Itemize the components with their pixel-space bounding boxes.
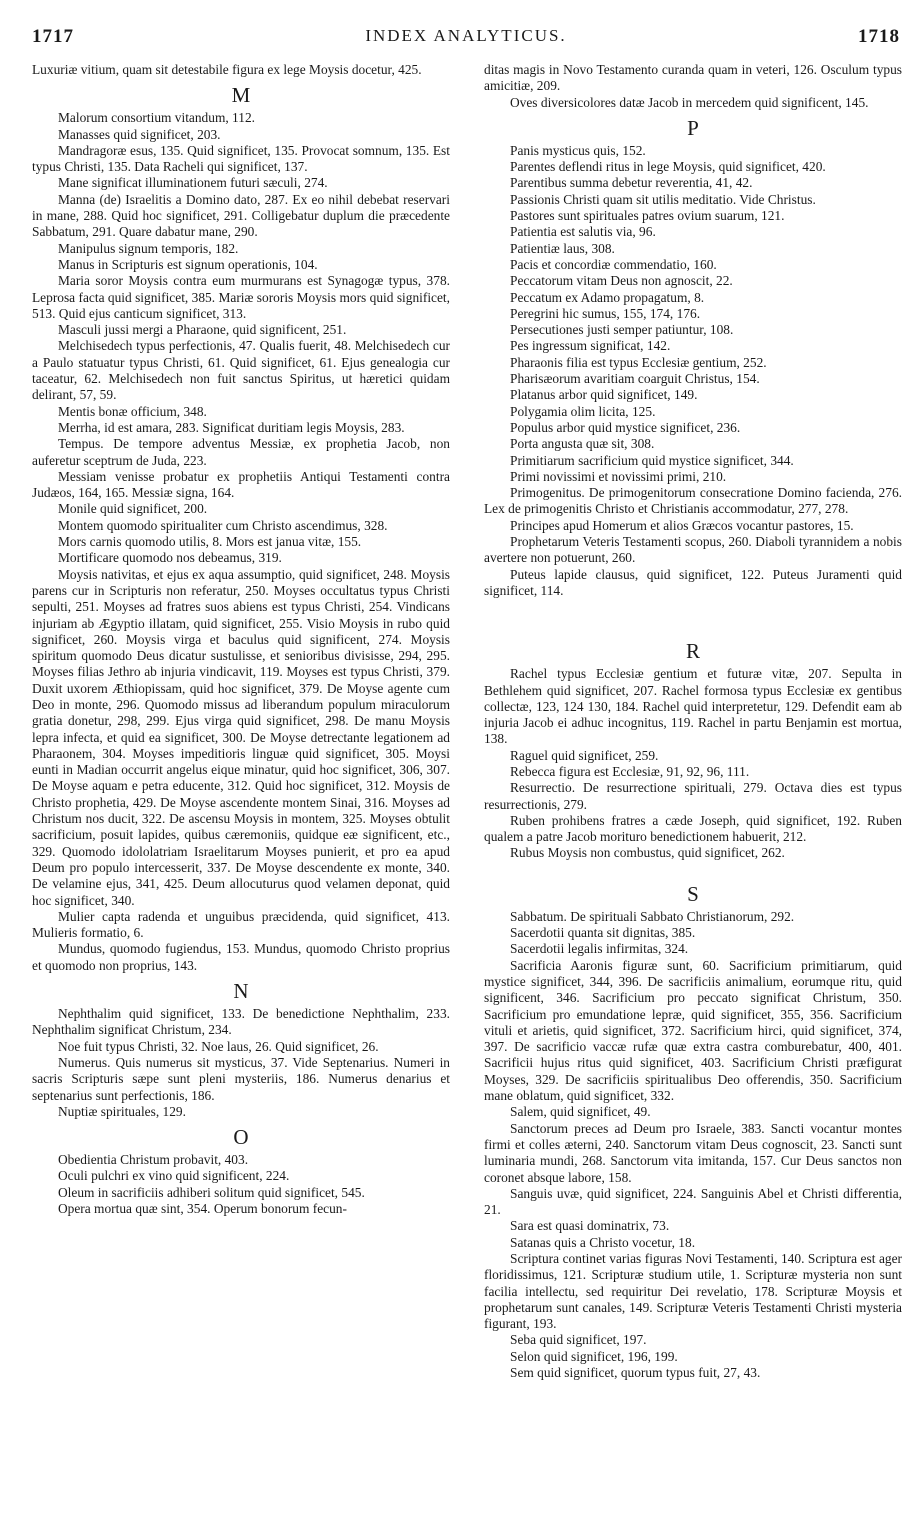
running-title: INDEX ANALYTICUS. xyxy=(365,26,567,45)
index-entry: Mortificare quomodo nos debeamus, 319. xyxy=(58,550,282,566)
index-entry: Mors carnis quomodo utilis, 8. Mors est janua vitæ, 155. xyxy=(58,534,362,550)
index-entry: Primogenitus. De primogenitorum consecratione Domino facienda, 276. Lex de primogenitis Christo et Christianis accommodatur, 277, 278. xyxy=(484,485,902,517)
index-entry: Peccatum ex Adamo propagatum, 8. xyxy=(510,289,705,305)
index-entry: Passionis Christi quam sit utilis meditatio. Vide Christus. xyxy=(510,191,816,207)
index-entry: Luxuriæ vitium, quam sit detestabile figura ex lege Moysis docetur, 425. xyxy=(32,62,422,77)
index-entry: Opera mortua quæ sint, 354. Operum bonorum fecun- xyxy=(58,1201,347,1216)
index-entry: Peregrini hic sumus, 155, 174, 176. xyxy=(510,305,701,321)
index-entry: Salem, quid significet, 49. xyxy=(510,1104,651,1120)
index-entry: Sacerdotii legalis infirmitas, 324. xyxy=(510,941,689,957)
index-entry: Porta angusta quæ sit, 308. xyxy=(510,436,655,452)
section-letter: M xyxy=(231,83,251,108)
index-entry: Sanctorum preces ad Deum pro Israele, 383. Sancti vocantur montes firmi et colles æterni, 240. Sanctorum vitam Deus cognoscit, 23. Sancti sunt luminaria mundi, 268. Sanctorum vita imitanda, 157. Cur Deus sanctos non coronet absque labore, 158. xyxy=(484,1120,902,1185)
index-entry: Parentibus summa debetur reverentia, 41, 42. xyxy=(510,175,753,191)
section-letter: P xyxy=(687,115,699,140)
index-entry: Platanus arbor quid significet, 149. xyxy=(510,387,698,403)
index-entry: Patientia est salutis via, 96. xyxy=(510,224,656,240)
index-entry: Mundus, quomodo fugiendus, 153. Mundus, quomodo Christo proprius et quomodo non proprius, 143. xyxy=(32,941,450,973)
index-entry: Mentis bonæ officium, 348. xyxy=(58,403,207,419)
index-entry: Melchisedech typus perfectionis, 47. Qualis fuerit, 48. Melchisedech cur a Paulo statuatur typus Christi, 61. Quid significet, 61. Ejus genealogia cur taceatur, 62. Melchisedech non fuit sanctus Spiritus, ut hæretici quidam delirant, 57, 59. xyxy=(32,338,450,403)
section-letter: O xyxy=(233,1125,249,1150)
page-header xyxy=(32,12,900,52)
index-entry: Oleum in sacrificiis adhiberi solitum quid significet, 545. xyxy=(58,1184,365,1200)
index-entry: Rebecca figura est Ecclesiæ, 91, 92, 96, 111. xyxy=(510,763,750,779)
index-entry: Manasses quid significet, 203. xyxy=(58,126,221,142)
index-entry: Peccatorum vitam Deus non agnoscit, 22. xyxy=(510,273,733,289)
index-entry: Prophetarum Veteris Testamenti scopus, 260. Diaboli tyrannidem a nobis avertere non potuerunt, 260. xyxy=(484,534,902,566)
section-letter: N xyxy=(233,979,249,1004)
index-entry: Principes apud Homerum et alios Græcos vocantur pastores, 15. xyxy=(510,517,854,533)
index-entry: Obedientia Christum probavit, 403. xyxy=(58,1152,249,1168)
index-entry: Rachel typus Ecclesiæ gentium et futuræ vitæ, 207. Sepulta in Bethlehem quid significet, 207. Rachel formosa typus Ecclesiæ ex gentibus collectæ, 123, 124 130, 184. Rachel quid interpretetur, 129. Defendit eam ab injuria Jacob ei adhuc incognitus, 119. Rachel in partu Benjamin est mortua, 138. xyxy=(484,666,902,747)
index-entry: Raguel quid significet, 259. xyxy=(510,747,659,763)
index-entry: Puteus lapide clausus, quid significet, 122. Puteus Juramenti quid significet, 114. xyxy=(484,566,902,598)
index-entry: Tempus. De tempore adventus Messiæ, ex prophetia Jacob, non auferetur sceptrum de Juda, 223. xyxy=(32,436,450,468)
index-entry: Monile quid significet, 200. xyxy=(58,501,208,517)
index-entry: Maria soror Moysis contra eum murmurans est Synagogæ typus, 378. Leprosa facta quid significet, 385. Mariæ sororis Moysis mors quid significet, 513. Quid ejus canticum significet, 313. xyxy=(32,273,450,321)
index-entry: Noe fuit typus Christi, 32. Noe laus, 26. Quid significet, 26. xyxy=(58,1038,379,1054)
index-entry: Selon quid significet, 196, 199. xyxy=(510,1348,678,1364)
index-entry: Resurrectio. De resurrectione spirituali, 279. Octava dies est typus resurrectionis, 279. xyxy=(484,780,902,812)
index-entry: Malorum consortium vitandum, 112. xyxy=(58,110,255,126)
index-entry: Satanas quis a Christo vocetur, 18. xyxy=(510,1234,696,1250)
index-entry: Persecutiones justi semper patiuntur, 108. xyxy=(510,322,734,338)
index-entry: Merrha, id est amara, 283. Significat duritiam legis Moysis, 283. xyxy=(58,419,405,435)
index-entry: Panis mysticus quis, 152. xyxy=(510,142,646,158)
index-entry: Pharaonis filia est typus Ecclesiæ gentium, 252. xyxy=(510,354,767,370)
index-column-right xyxy=(484,62,902,1381)
index-entry: Mandragoræ esus, 135. Quid significet, 135. Provocat somnum, 135. Est typus Christi, 135. Data Racheli qui significet, 137. xyxy=(32,142,450,175)
index-entry: Rubus Moysis non combustus, quid significet, 262. xyxy=(510,845,785,861)
index-entry: Seba quid significet, 197. xyxy=(510,1332,647,1348)
index-entry: ditas magis in Novo Testamento curanda quam in veteri, 126. Osculum typus amicitiæ, 209. xyxy=(484,62,902,94)
index-entry: Montem quomodo spiritualiter cum Christo ascendimus, 328. xyxy=(58,517,388,533)
index-entry: Ruben prohibens fratres a cæde Joseph, quid significet, 192. Ruben qualem a patre Jacob morituro benedictionem habuerit, 212. xyxy=(484,812,902,845)
section-letter: S xyxy=(687,881,699,906)
index-entry: Sabbatum. De spirituali Sabbato Christianorum, 292. xyxy=(510,908,795,924)
index-entry: Scriptura continet varias figuras Novi Testamenti, 140. Scriptura est ager floridissimus, 121. Scripturæ studium utile, 1. Scripturæ mysteria non sunt facilia intellectu, sed requiritur Dei revelatio, 178. Scripturæ Moysis et prophetarum sunt canales, 149. Scripturæ Veteris Testamenti Christi mysteria figurant, 193. xyxy=(484,1251,902,1332)
index-entry: Manus in Scripturis est signum operationis, 104. xyxy=(58,256,318,272)
index-entry: Parentes deflendi ritus in lege Moysis, quid significet, 420. xyxy=(510,159,826,175)
index-entry: Numerus. Quis numerus sit mysticus, 37. Vide Septenarius. Numeri in sacris Scripturis sæpe sunt pleni mysteriis, 186. Numerus denarius et septenarius sunt perfectionis, 186. xyxy=(32,1054,450,1103)
section-letter: R xyxy=(685,639,700,664)
index-entry: Polygamia olim licita, 125. xyxy=(510,403,656,419)
index-entry: Messiam venisse probatur ex prophetiis Antiqui Testamenti contra Judæos, 164, 165. Messiæ signa, 164. xyxy=(32,468,450,501)
index-entry: Masculi jussi mergi a Pharaone, quid significent, 251. xyxy=(58,322,347,338)
index-entry: Sacrificia Aaronis figuræ sunt, 60. Sacrificium primitiarum, quid mystice significet, 344, 396. De sacrificiis animalium, eorumque ritu, quid significent, 346. Sacrificium pro peccato significat Christum, 350. Sacrificium pro emundatione lepræ, quid significet, 355, 356. Sacrificium vituli et arietis, quid significet, 372. Sacrificium hirci, quid significet, 374, 397. De sacrificio vaccæ rufæ quæ extra castra comburebatur, 400, 401. Sacrificii hujus ritus quid significet, 403. Sacrificium Christi præfigurat Moyses, 329. De sacrificiis spiritualibus Deo offerendis, 350. Sacrificium mane oblatum, quid significet, 332. xyxy=(484,957,902,1104)
index-entry: Sanguis uvæ, quid significet, 224. Sanguinis Abel et Christi differentia, 21. xyxy=(484,1185,902,1218)
index-entry: Mane significat illuminationem futuri sæculi, 274. xyxy=(58,175,328,191)
index-entry: Moysis nativitas, et ejus ex aqua assumptio, quid significet, 248. Moysis parens cur in Scripturis non referatur, 250. Moyses occultatus typus Christi sepulti, 251. Moyses ad fratres suos abiens est typus Christi, 254. Vindicans injuriam ab Ægyptio illatam, quid significet, 255. Visio Moysis in rubo quid significet, 260. Moysis virga et baculus quid significent, 274. Moysis spiritum quomodo Deus dicatur sustulisse, et senioribus divisisse, 294, 295. Moyses filias Jethro ab injuria vindicavit, 119. Moyses est typus Christi, 379. Duxit uxorem Æthiopissam, quid hoc significet, 379. De Moyse agente cum Deo in monte, 296. Quomodo missus ad liberandum populum miraculorum gratia donetur, 298, 299. Ejus virga quid significet, 298. De manu Moysis lepra infecta, et quid ea significet, 300. De Moyse detrectante legationem ad Pharaonem, 304. Moyses impeditioris linguæ quid significet, 305. Moysi eunti in Madian occurrit angelus eique minatur, quid hoc significet, 306, 307. De Moyse aquam e petra educente, 312. Quid hoc significet, 312. Moysis de Christo prophetia, 429. De Moyse ascendente montem Sinai, 316. Moyses ad Christum nos ducit, 322. De ascensu Moysis in montem, 325. Moyses obtulit sacrificium, posuit lapides, quibus cæremoniis, quidque eæ significent, etc., 329. Quomodo idololatriam Israelitarum Moyses punierit, et pro ea apud Deum pro populo intercesserit, 337. De Moyse descendente ex monte, 340. De velamine ejus, 341, 425. Deum allocuturus quod velamen deponat, quid hoc significet, 340. xyxy=(32,566,450,908)
index-entry: Nephthalim quid significet, 133. De benedictione Nephthalim, 233. Nephthalim significat Christum, 234. xyxy=(32,1006,450,1038)
index-entry: Mulier capta radenda et unguibus præcidenda, quid significet, 413. Mulieris formatio, 6. xyxy=(32,908,450,941)
index-entry: Sem quid significet, quorum typus fuit, 27, 43. xyxy=(510,1365,761,1381)
index-entry: Primi novissimi et novissimi primi, 210. xyxy=(510,468,727,484)
index-entry: Pharisæorum avaritiam coarguit Christus, 154. xyxy=(510,371,760,387)
index-entry: Pes ingressum significat, 142. xyxy=(510,338,671,354)
page-number-left: 1717 xyxy=(32,26,74,47)
index-entry: Sara est quasi dominatrix, 73. xyxy=(510,1218,670,1234)
index-column-left xyxy=(32,62,450,1217)
index-entry: Sacerdotii quanta sit dignitas, 385. xyxy=(510,925,696,941)
index-entry: Patientiæ laus, 308. xyxy=(510,240,615,256)
page-number-right: 1718 xyxy=(858,26,900,47)
index-entry: Oves diversicolores datæ Jacob in mercedem quid significent, 145. xyxy=(510,94,869,110)
index-entry: Populus arbor quid mystice significet, 236. xyxy=(510,419,741,435)
index-entry: Pacis et concordiæ commendatio, 160. xyxy=(510,256,717,272)
index-entry: Manipulus signum temporis, 182. xyxy=(58,240,239,256)
index-entry: Pastores sunt spirituales patres ovium suarum, 121. xyxy=(510,208,785,224)
index-entry: Oculi pulchri ex vino quid significent, 224. xyxy=(58,1168,290,1184)
index-entry: Manna (de) Israelitis a Domino dato, 287. Ex eo nihil debebat reservari in mane, 288. Quid hoc significet, 291. Colligebatur duplum die præcedente Sabbatum, 291. Quare dabatur mane, 290. xyxy=(32,191,450,240)
index-entry: Primitiarum sacrificium quid mystice significet, 344. xyxy=(510,452,794,468)
index-entry: Nuptiæ spirituales, 129. xyxy=(58,1103,186,1119)
